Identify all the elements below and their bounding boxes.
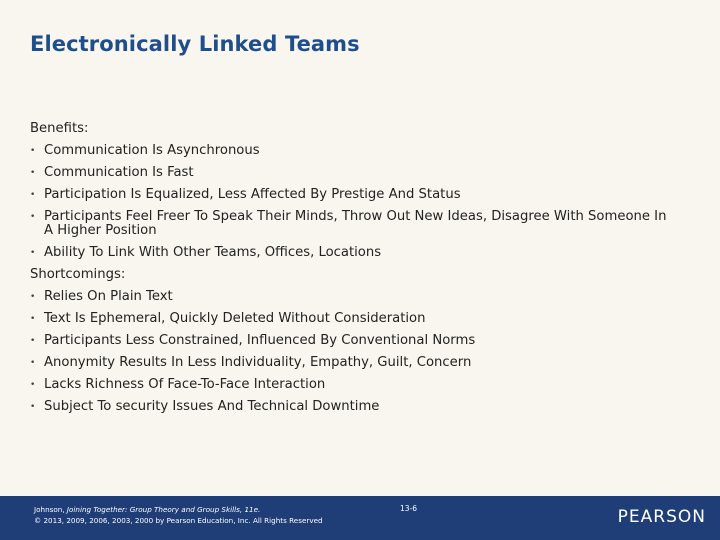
shortcoming-text: Subject To security Issues And Technical Downtime [44, 399, 380, 414]
footer-bar [0, 496, 720, 540]
bullet-icon: • [30, 146, 36, 156]
benefit-item [30, 162, 670, 184]
shortcomings-heading: Shortcomings: [30, 267, 126, 282]
shortcoming-item [30, 286, 670, 308]
shortcoming-item [30, 330, 670, 352]
benefit-text: Communication Is Asynchronous [44, 143, 260, 158]
shortcoming-text: Relies On Plain Text [44, 289, 173, 304]
bullet-icon: • [30, 380, 36, 390]
bullet-icon: • [30, 212, 36, 222]
footer-book-title: Joining Together: Group Theory and Group Skills, 11e. [66, 505, 261, 514]
shortcoming-text: Text Is Ephemeral, Quickly Deleted Without Consideration [44, 311, 426, 326]
bullet-icon: • [30, 358, 36, 368]
benefit-item [30, 184, 670, 206]
benefit-item [30, 206, 670, 242]
benefit-item [30, 140, 670, 162]
shortcoming-text: Anonymity Results In Less Individuality, Empathy, Guilt, Concern [44, 355, 472, 370]
shortcoming-item [30, 352, 670, 374]
footer-book-line [34, 504, 323, 515]
footer-citation [34, 504, 323, 526]
slide-body [30, 118, 670, 418]
bullet-icon: • [30, 168, 36, 178]
bullet-icon: • [30, 314, 36, 324]
benefit-item [30, 242, 670, 264]
page-number: 13-6 [400, 504, 418, 513]
footer-copyright: © 2013, 2009, 2006, 2003, 2000 by Pearson Education, Inc. All Rights Reserved [34, 516, 323, 525]
benefit-text: Participants Feel Freer To Speak Their Minds, Throw Out New Ideas, Disagree With Someone In A Higher Position [44, 209, 667, 238]
benefit-text: Communication Is Fast [44, 165, 194, 180]
pearson-logo: PEARSON [617, 507, 706, 527]
benefit-text: Participation Is Equalized, Less Affected By Prestige And Status [44, 187, 461, 202]
shortcoming-text: Participants Less Constrained, Influenced By Conventional Norms [44, 333, 476, 348]
shortcoming-text: Lacks Richness Of Face-To-Face Interaction [44, 377, 326, 392]
benefit-text: Ability To Link With Other Teams, Offices, Locations [44, 245, 382, 260]
footer-author: Johnson, [34, 505, 67, 514]
benefits-heading: Benefits: [30, 121, 89, 136]
shortcoming-item [30, 374, 670, 396]
bullet-icon: • [30, 336, 36, 346]
bullet-icon: • [30, 402, 36, 412]
bullet-icon: • [30, 248, 36, 258]
bullet-icon: • [30, 190, 36, 200]
slide-title: Electronically Linked Teams [30, 32, 360, 56]
shortcoming-item [30, 396, 670, 418]
shortcoming-item [30, 308, 670, 330]
bullet-icon: • [30, 292, 36, 302]
